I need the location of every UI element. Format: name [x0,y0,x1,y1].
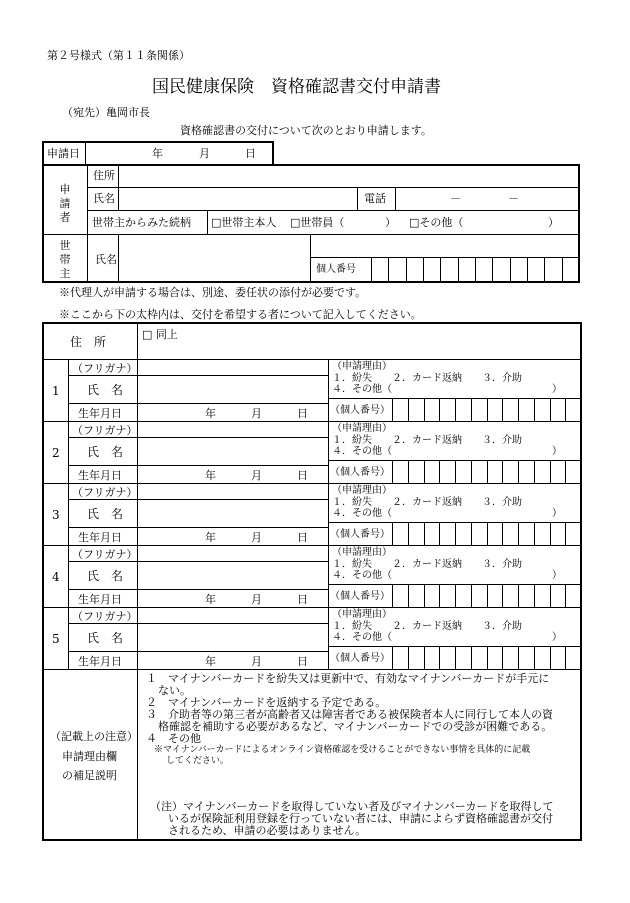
row-1-personal-number-label: （個人番号） [330,405,390,416]
row-5-reason-other-close: ） [552,632,562,643]
applicant-name-label: 氏名 [93,192,115,205]
row-2-reason-options[interactable]: １．紛失 ２．カード返納 ３．介助 [332,435,522,446]
row-1-birth-month-unit: 月 [251,407,262,420]
row-4-reason-title: （申請理由） [332,547,392,558]
notes-left-line-2: 申請理由欄 [62,750,117,763]
row-3-birth-month-unit: 月 [251,531,262,544]
note-item-3b: 格確認を補助する必要があるなど、マイナンバーカードでの受診が困難である。 [158,720,553,733]
caution-line-1: （注）マイナンバーカードを取得していない者及びマイナンバーカードを取得して [150,800,554,813]
row-3-number: 3 [52,508,60,522]
row-4-reason-options[interactable]: １．紛失 ２．カード返納 ３．介助 [332,559,522,570]
application-date-label: 申請日 [47,147,80,160]
row-3-name-label: 氏 名 [87,507,124,521]
row-2-reason-title: （申請理由） [332,423,392,434]
row-5-birth-month-unit: 月 [251,655,262,668]
same-as-above-checkbox[interactable]: □ 同上 [142,328,178,341]
relation-option-member-close: ） [385,216,396,229]
row-1-reason-title: （申請理由） [332,361,392,372]
note-item-4-detail-a: ※マイナンバーカードによるオンライン資格確認を受けることができない事情を具体的に記載 [154,745,531,755]
row-3-reason-title: （申請理由） [332,485,392,496]
caution-line-3: されるため、申請の必要はありません。 [168,824,367,837]
row-3-personal-number-label: （個人番号） [330,529,390,540]
row-5-number: 5 [52,632,60,646]
row-4-birth-label: 生年月日 [78,593,122,606]
row-2-furigana-label: （フリガナ） [72,424,138,437]
row-3-birth-label: 生年月日 [78,531,122,544]
row-4-birth-day-unit: 日 [297,593,308,606]
row-2-birth-month-unit: 月 [251,469,262,482]
thick-frame-note: ※ここから下の太枠内は、交付を希望する者について記入してください。 [59,308,422,321]
notes-left-line-3: の補足説明 [62,769,117,782]
date-year-unit: 年 [152,147,163,160]
row-4-personal-number-label: （個人番号） [330,591,390,602]
row-3-reason-options[interactable]: １．紛失 ２．カード返納 ３．介助 [332,497,522,508]
household-head-vertical-label: 世帯主 [59,239,71,280]
caution-line-2: いるが保険証利用登録を行っていない者には、申請によらず資格確認書が交付 [168,812,553,825]
row-4-name-label: 氏 名 [87,569,124,583]
row-1-name-label: 氏 名 [87,383,124,397]
row-2-name-label: 氏 名 [87,445,124,459]
row-5-personal-number-label: （個人番号） [330,653,390,664]
row-5-furigana-label: （フリガナ） [72,610,138,623]
date-day-unit: 日 [245,147,256,160]
row-5-birth-day-unit: 日 [297,655,308,668]
row-1-birth-day-unit: 日 [297,407,308,420]
row-3-reason-other-close: ） [552,508,562,519]
row-1-birth-label: 生年月日 [78,407,122,420]
head-personal-number-label: 個人番号 [316,264,356,275]
relation-label: 世帯主からみた続柄 [92,216,191,229]
row-4-birth-year-unit: 年 [205,593,216,606]
phone-label: 電話 [364,192,386,205]
notes-left-heading: （記載上の注意） [50,730,138,743]
row-4-reason-other-close: ） [552,570,562,581]
row-5-birth-label: 生年月日 [78,655,122,668]
row-5-reason-other[interactable]: ４．その他（ [332,632,392,643]
row-2-reason-other[interactable]: ４．その他（ [332,446,392,457]
page-title: 国民健康保険 資格確認書交付申請書 [152,77,441,97]
row-1-birth-year-unit: 年 [205,407,216,420]
note-item-3a: ３ 介助者等の第三者が高齢者又は障害者である被保険者本人に同行して本人の資 [146,708,553,721]
row-4-number: 4 [52,570,60,584]
note-item-4-detail-b: してください。 [166,756,230,766]
row-3-furigana-label: （フリガナ） [72,486,138,499]
row-2-birth-day-unit: 日 [297,469,308,482]
note-item-2: ２ マイナンバーカードを返納する予定である。 [146,696,387,709]
phone-dash-1: － [450,192,461,205]
row-3-birth-year-unit: 年 [205,531,216,544]
relation-option-other[interactable]: □その他（ [409,216,464,229]
row-5-birth-year-unit: 年 [205,655,216,668]
relation-option-member[interactable]: □世帯員（ [290,216,345,229]
proxy-note: ※代理人が申請する場合は、別途、委任状の添付が必要です。 [59,286,367,299]
row-5-name-label: 氏 名 [87,631,124,645]
applicant-vertical-label: 申請者 [59,183,71,224]
relation-option-other-close: ） [548,216,559,229]
household-head-name-label: 氏名 [95,253,117,266]
applicant-address-label: 住所 [93,169,115,182]
date-month-unit: 月 [199,147,210,160]
row-4-furigana-label: （フリガナ） [72,548,138,561]
row-2-birth-year-unit: 年 [205,469,216,482]
note-item-1a: １ マイナンバーカードを紛失又は更新中で、有効なマイナンバーカードが手元に [146,672,550,685]
note-item-4: ４ その他 [146,732,201,745]
phone-dash-2: － [508,192,519,205]
relation-option-head[interactable]: □世帯主本人 [211,216,277,229]
intro-text: 資格確認書の交付について次のとおり申請します。 [180,124,432,137]
row-2-reason-other-close: ） [552,446,562,457]
row-4-birth-month-unit: 月 [251,593,262,606]
row-3-reason-other[interactable]: ４．その他（ [332,508,392,519]
note-item-1b: ない。 [158,684,191,697]
row-2-number: 2 [52,446,60,460]
row-4-reason-other[interactable]: ４．その他（ [332,570,392,581]
row-1-reason-other[interactable]: ４．その他（ [332,384,392,395]
row-1-number: 1 [52,384,60,398]
row-3-birth-day-unit: 日 [297,531,308,544]
row-1-reason-other-close: ） [552,384,562,395]
addressee: （宛先）亀岡市長 [62,106,150,119]
row-2-personal-number-label: （個人番号） [330,467,390,478]
row-5-reason-options[interactable]: １．紛失 ２．カード返納 ３．介助 [332,621,522,632]
row-1-furigana-label: （フリガナ） [72,362,138,375]
row-1-reason-options[interactable]: １．紛失 ２．カード返納 ３．介助 [332,373,522,384]
recipient-address-label: 住 所 [70,335,107,349]
row-5-reason-title: （申請理由） [332,609,392,620]
form-number: 第２号様式（第１１条関係） [47,49,190,62]
row-2-birth-label: 生年月日 [78,469,122,482]
